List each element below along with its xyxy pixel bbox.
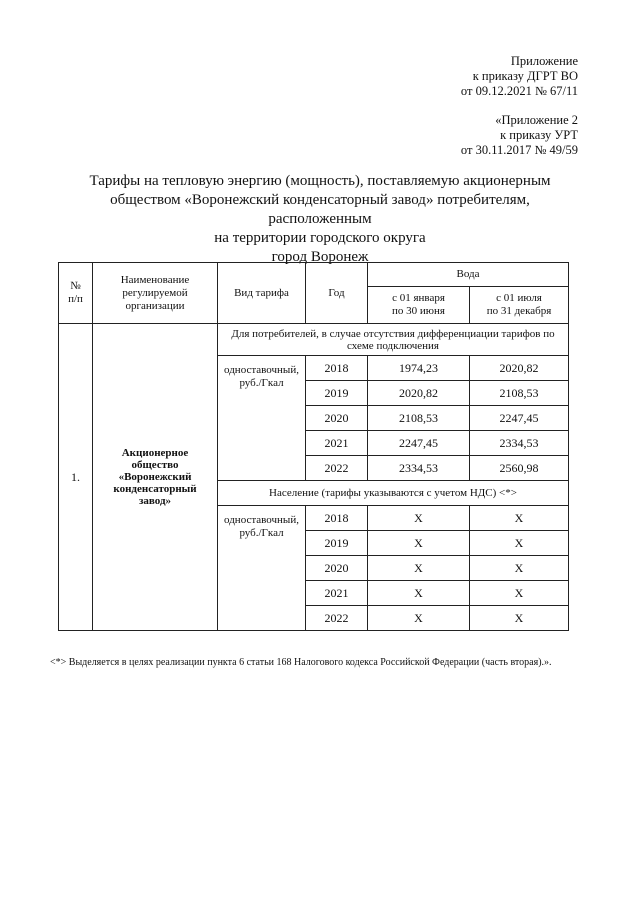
value-h2-cell: 2247,45 <box>470 406 569 431</box>
header-year: Год <box>306 263 368 324</box>
year-cell: 2019 <box>306 531 368 556</box>
year-cell: 2021 <box>306 581 368 606</box>
tariff-table <box>58 262 569 631</box>
value-h2-cell: 2020,82 <box>470 356 569 381</box>
value-h2-cell: 2334,53 <box>470 431 569 456</box>
organization-name <box>93 324 218 631</box>
tariff-type-cell <box>218 356 306 481</box>
year-cell: 2020 <box>306 406 368 431</box>
appendix2-header-line: от 30.11.2017 № 49/59 <box>460 143 578 157</box>
title-line: город Воронеж <box>271 249 369 265</box>
value-h2-cell: Х <box>470 581 569 606</box>
title-line: обществом «Воронежский конденсаторный завод» потребителям, расположенным <box>110 192 530 227</box>
year-cell: 2022 <box>306 606 368 631</box>
value-h2-cell: 2560,98 <box>470 456 569 481</box>
title-line: на территории городского округа <box>214 230 426 246</box>
section-title-line: Для потребителей, в случае отсутствия дифференциации тарифов по <box>231 327 555 340</box>
tariff-type-line: одноставочный, <box>224 514 299 526</box>
row-number: 1. <box>59 324 93 631</box>
header-period-line: по 30 июня <box>392 305 445 317</box>
document-title <box>60 172 580 267</box>
tariff-type-cell <box>218 506 306 631</box>
header-period-line: с 01 июля <box>496 292 542 304</box>
appendix-header-line: от 09.12.2021 № 67/11 <box>460 84 578 98</box>
appendix-header-line: к приказу ДГРТ ВО <box>472 69 578 83</box>
value-h2-cell: 2108,53 <box>470 381 569 406</box>
tariff-type-line: руб./Гкал <box>239 377 284 389</box>
section-title <box>218 324 569 356</box>
year-cell: 2020 <box>306 556 368 581</box>
appendix-header <box>461 54 578 99</box>
appendix-header-line: Приложение <box>510 54 578 68</box>
year-cell: 2019 <box>306 381 368 406</box>
value-h2-cell: Х <box>470 531 569 556</box>
header-tariff-type: Вид тарифа <box>218 263 306 324</box>
value-h2-cell: Х <box>470 506 569 531</box>
year-cell: 2018 <box>306 356 368 381</box>
title-line: Тарифы на тепловую энергию (мощность), поставляемую акционерным <box>89 173 551 189</box>
value-h1-cell: Х <box>368 556 470 581</box>
organization-line: конденсаторный <box>113 483 197 495</box>
value-h2-cell: Х <box>470 556 569 581</box>
tariff-type-line: одноставочный, <box>224 364 299 376</box>
tariff-type-line: руб./Гкал <box>239 527 284 539</box>
value-h1-cell: Х <box>368 506 470 531</box>
value-h1-cell: 2108,53 <box>368 406 470 431</box>
header-org-line: организации <box>125 299 185 312</box>
table-header-row <box>59 263 569 287</box>
value-h1-cell: 2247,45 <box>368 431 470 456</box>
organization-line: «Воронежский <box>118 471 192 483</box>
year-cell: 2018 <box>306 506 368 531</box>
header-water: Вода <box>368 263 569 287</box>
appendix2-header-line: к приказу УРТ <box>500 128 578 142</box>
value-h1-cell: 1974,23 <box>368 356 470 381</box>
value-h1-cell: Х <box>368 581 470 606</box>
header-period-line: с 01 января <box>392 292 445 304</box>
organization-line: Акционерное общество <box>121 447 189 471</box>
year-cell: 2021 <box>306 431 368 456</box>
value-h1-cell: Х <box>368 606 470 631</box>
header-period-line: по 31 декабря <box>486 305 552 317</box>
header-org-line: Наименование <box>120 273 190 286</box>
header-num-line: п/п <box>68 293 83 305</box>
header-period-1 <box>368 287 470 324</box>
appendix2-header-line: «Приложение 2 <box>495 113 578 127</box>
footnote: <*> Выделяется в целях реализации пункта 6 статьи 168 Налогового кодекса Российской Федерации (часть вторая).». <box>50 657 552 668</box>
header-num-line: № <box>70 280 81 292</box>
value-h1-cell: 2334,53 <box>368 456 470 481</box>
header-org-line: регулируемой <box>122 286 188 299</box>
organization-line: завод» <box>138 495 172 507</box>
section-title: Население (тарифы указываются с учетом НДС) <*> <box>218 481 569 506</box>
appendix2-header <box>461 113 578 158</box>
header-num <box>59 263 93 324</box>
header-period-2 <box>470 287 569 324</box>
section-title-row <box>59 324 569 356</box>
value-h1-cell: 2020,82 <box>368 381 470 406</box>
value-h1-cell: Х <box>368 531 470 556</box>
section-title-line: схеме подключения <box>347 339 439 352</box>
value-h2-cell: Х <box>470 606 569 631</box>
header-organization <box>93 263 218 324</box>
year-cell: 2022 <box>306 456 368 481</box>
